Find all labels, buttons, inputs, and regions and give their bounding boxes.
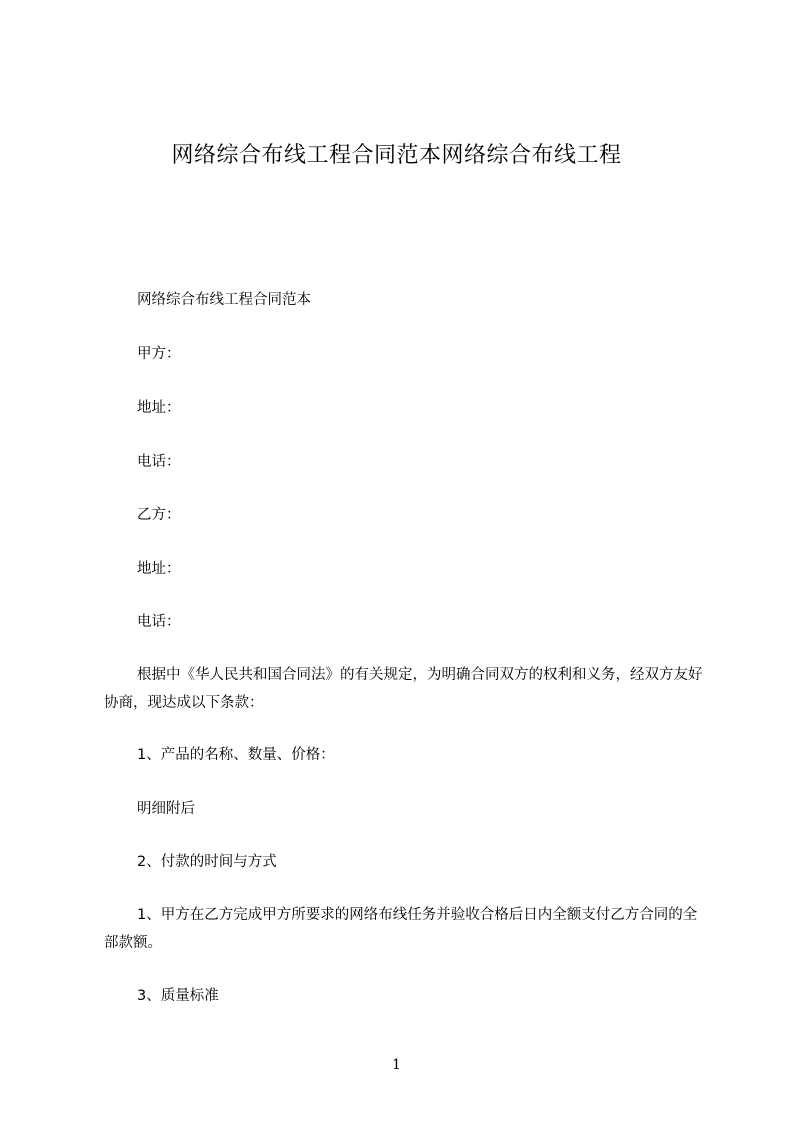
- party-b-label: 乙方：: [137, 507, 181, 523]
- page-number: 1: [392, 1057, 401, 1073]
- document-title: 网络综合布线工程合同范本网络综合布线工程: [171, 143, 622, 168]
- section-1-heading: 1、产品的名称、数量、价格：: [137, 747, 335, 763]
- section-3-heading: 3、质量标准: [137, 988, 219, 1004]
- preamble-paragraph: 根据中《华人民共和国合同法》的有关规定，为明确合同双方的权利和义务，经双方友好协商，现达成以下条款：: [104, 667, 703, 711]
- party-b-address-label: 地址：: [137, 561, 181, 577]
- section-1-body: 明细附后: [137, 801, 195, 817]
- contract-subtitle: 网络综合布线工程合同范本: [137, 292, 311, 308]
- section-2-body: 1、甲方在乙方完成甲方所要求的网络布线任务并验收合格后日内全额支付乙方合同的全部款额。: [104, 907, 698, 951]
- party-a-phone-label: 电话：: [137, 454, 181, 470]
- party-a-address-label: 地址：: [137, 400, 181, 416]
- party-b-phone-label: 电话：: [137, 614, 181, 630]
- section-2-heading: 2、付款的时间与方式: [137, 854, 277, 870]
- party-a-label: 甲方：: [137, 346, 181, 362]
